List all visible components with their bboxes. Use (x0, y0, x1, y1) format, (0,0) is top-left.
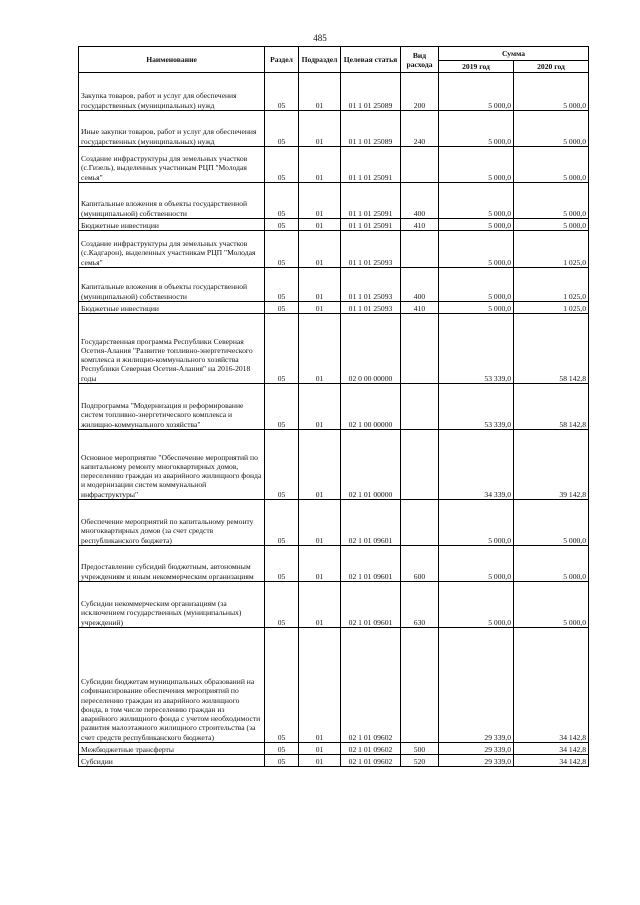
row-2020: 5 000,0 (514, 147, 589, 183)
table-row (79, 582, 589, 628)
row-subsection: 01 (299, 628, 341, 743)
row-2019: 5 000,0 (439, 183, 514, 219)
row-target: 01 1 01 25093 (341, 302, 401, 314)
row-2019: 53 339,0 (439, 384, 514, 430)
row-section: 05 (265, 743, 299, 755)
row-section: 05 (265, 755, 299, 767)
row-target: 02 1 00 00000 (341, 384, 401, 430)
table-row (79, 268, 589, 302)
row-type (401, 384, 439, 430)
row-2020: 34 142,8 (514, 628, 589, 743)
budget-table (78, 46, 589, 767)
row-subsection: 01 (299, 582, 341, 628)
row-2019: 5 000,0 (439, 231, 514, 268)
row-name: Иные закупки товаров, работ и услуг для обеспечения государственных (муниципальных) нужд (79, 111, 265, 147)
row-subsection: 01 (299, 111, 341, 147)
header-sum: Сумма (439, 47, 589, 61)
row-type (401, 430, 439, 500)
page-number: 485 (313, 33, 327, 43)
row-2019: 5 000,0 (439, 500, 514, 546)
row-target: 01 1 01 25089 (341, 111, 401, 147)
row-subsection: 01 (299, 384, 341, 430)
row-2020: 5 000,0 (514, 111, 589, 147)
row-target: 01 1 01 25093 (341, 231, 401, 268)
row-2020: 5 000,0 (514, 500, 589, 546)
row-target: 02 1 01 09601 (341, 582, 401, 628)
row-target: 02 1 01 09602 (341, 743, 401, 755)
row-subsection: 01 (299, 430, 341, 500)
row-type (401, 147, 439, 183)
row-2019: 29 339,0 (439, 755, 514, 767)
table-row (79, 755, 589, 767)
table-row (79, 314, 589, 384)
row-target: 02 1 01 00000 (341, 430, 401, 500)
row-name: Бюджетные инвестиции (79, 219, 265, 231)
row-section: 05 (265, 582, 299, 628)
table-row (79, 183, 589, 219)
row-2019: 5 000,0 (439, 73, 514, 111)
row-type: 630 (401, 582, 439, 628)
table-row (79, 384, 589, 430)
table-row (79, 500, 589, 546)
table-row (79, 147, 589, 183)
table-row (79, 546, 589, 582)
row-name: Субсидии бюджетам муниципальных образований на софинансирование обеспечения мероприятий по переселению граждан из аварийного жилищного фонда, в том числе переселению граждан из аварийного жилищного фонда с учетом необходимости развития малоэтажного жилищного строительства (за счет средств республиканского бюджета) (79, 628, 265, 743)
row-2020: 5 000,0 (514, 183, 589, 219)
row-2020: 39 142,8 (514, 430, 589, 500)
row-type: 400 (401, 183, 439, 219)
table-row (79, 628, 589, 743)
row-target: 01 1 01 25093 (341, 268, 401, 302)
header-name: Наименование (79, 47, 265, 73)
row-subsection: 01 (299, 743, 341, 755)
row-section: 05 (265, 183, 299, 219)
row-name: Капитальные вложения в объекты государственной (муниципальной) собственности (79, 183, 265, 219)
table-row (79, 430, 589, 500)
row-2020: 34 142,8 (514, 743, 589, 755)
row-name: Межбюджетные трансферты (79, 743, 265, 755)
row-type (401, 500, 439, 546)
row-target: 02 0 00 00000 (341, 314, 401, 384)
row-2020: 1 025,0 (514, 302, 589, 314)
table-row (79, 111, 589, 147)
row-2019: 34 339,0 (439, 430, 514, 500)
row-section: 05 (265, 628, 299, 743)
table-row (79, 219, 589, 231)
row-target: 02 1 01 09602 (341, 755, 401, 767)
row-section: 05 (265, 546, 299, 582)
row-type (401, 231, 439, 268)
row-name: Субсидии (79, 755, 265, 767)
row-subsection: 01 (299, 73, 341, 111)
row-name: Бюджетные инвестиции (79, 302, 265, 314)
row-section: 05 (265, 500, 299, 546)
row-name: Основное мероприятие "Обеспечение мероприятий по капитальному ремонту многоквартирных домов, переселению граждан из аварийного жилищного фонда и модернизации систем коммунальной инфраструктуры" (79, 430, 265, 500)
row-type: 410 (401, 302, 439, 314)
row-2020: 5 000,0 (514, 73, 589, 111)
row-subsection: 01 (299, 755, 341, 767)
header-expense-type: Вид расхода (401, 47, 439, 73)
row-subsection: 01 (299, 219, 341, 231)
row-type: 600 (401, 546, 439, 582)
row-name: Субсидии некоммерческим организациям (за исключением государственных (муниципальных) учреждений) (79, 582, 265, 628)
row-name: Подпрограмма "Модернизация и реформирование систем топливно-энергетического комплекса и жилищно-коммунального хозяйства" (79, 384, 265, 430)
row-section: 05 (265, 219, 299, 231)
header-section: Раздел (265, 47, 299, 73)
row-section: 05 (265, 231, 299, 268)
row-2020: 5 000,0 (514, 582, 589, 628)
row-name: Государственная программа Республики Северная Осетия-Алания "Развитие топливно-энергетического комплекса и жилищно-коммунального хозяйства Республики Северная Осетия-Алания" на 2016-2018 годы (79, 314, 265, 384)
row-section: 05 (265, 314, 299, 384)
row-target: 02 1 01 09601 (341, 500, 401, 546)
row-2019: 5 000,0 (439, 268, 514, 302)
row-name: Капитальные вложения в объекты государственной (муниципальной) собственности (79, 268, 265, 302)
table-row (79, 231, 589, 268)
row-target: 01 1 01 25091 (341, 147, 401, 183)
row-subsection: 01 (299, 183, 341, 219)
row-2019: 29 339,0 (439, 628, 514, 743)
table-row (79, 743, 589, 755)
row-2020: 58 142,8 (514, 314, 589, 384)
row-type: 400 (401, 268, 439, 302)
row-target: 01 1 01 25091 (341, 183, 401, 219)
row-2019: 5 000,0 (439, 147, 514, 183)
row-target: 01 1 01 25089 (341, 73, 401, 111)
row-2020: 1 025,0 (514, 268, 589, 302)
row-type: 500 (401, 743, 439, 755)
row-2020: 34 142,8 (514, 755, 589, 767)
row-section: 05 (265, 268, 299, 302)
row-type: 200 (401, 73, 439, 111)
row-name: Создание инфраструктуры для земельных участков (с.Гизель), выделенных участникам РЦП "Молодая семья" (79, 147, 265, 183)
header-2019: 2019 год (439, 61, 514, 73)
header-2020: 2020 год (514, 61, 589, 73)
header-subsection: Подраздел (299, 47, 341, 73)
row-type: 240 (401, 111, 439, 147)
header-target: Целевая статья (341, 47, 401, 73)
row-subsection: 01 (299, 314, 341, 384)
row-section: 05 (265, 111, 299, 147)
row-section: 05 (265, 73, 299, 111)
row-name: Закупка товаров, работ и услуг для обеспечения государственных (муниципальных) нужд (79, 73, 265, 111)
row-section: 05 (265, 302, 299, 314)
row-type: 410 (401, 219, 439, 231)
row-2019: 53 339,0 (439, 314, 514, 384)
table-row (79, 302, 589, 314)
row-subsection: 01 (299, 231, 341, 268)
row-type (401, 314, 439, 384)
row-2019: 5 000,0 (439, 582, 514, 628)
row-subsection: 01 (299, 268, 341, 302)
row-2020: 5 000,0 (514, 219, 589, 231)
row-2019: 29 339,0 (439, 743, 514, 755)
row-target: 02 1 01 09601 (341, 546, 401, 582)
row-2020: 1 025,0 (514, 231, 589, 268)
row-target: 01 1 01 25091 (341, 219, 401, 231)
row-2020: 58 142,8 (514, 384, 589, 430)
row-section: 05 (265, 147, 299, 183)
row-2019: 5 000,0 (439, 111, 514, 147)
row-subsection: 01 (299, 147, 341, 183)
row-section: 05 (265, 430, 299, 500)
row-2020: 5 000,0 (514, 546, 589, 582)
row-subsection: 01 (299, 546, 341, 582)
row-2019: 5 000,0 (439, 219, 514, 231)
row-name: Предоставление субсидий бюджетным, автономным учреждениям и иным некоммерческим организациям (79, 546, 265, 582)
table-row (79, 73, 589, 111)
row-type: 520 (401, 755, 439, 767)
row-2019: 5 000,0 (439, 546, 514, 582)
row-subsection: 01 (299, 500, 341, 546)
row-name: Создание инфраструктуры для земельных участков (с.Кадгарон), выделенных участникам РЦП "Молодая семья" (79, 231, 265, 268)
row-2019: 5 000,0 (439, 302, 514, 314)
row-section: 05 (265, 384, 299, 430)
row-name: Обеспечение мероприятий по капитальному ремонту многоквартирных домов (за счет средств республиканского бюджета) (79, 500, 265, 546)
row-subsection: 01 (299, 302, 341, 314)
row-type (401, 628, 439, 743)
row-target: 02 1 01 09602 (341, 628, 401, 743)
